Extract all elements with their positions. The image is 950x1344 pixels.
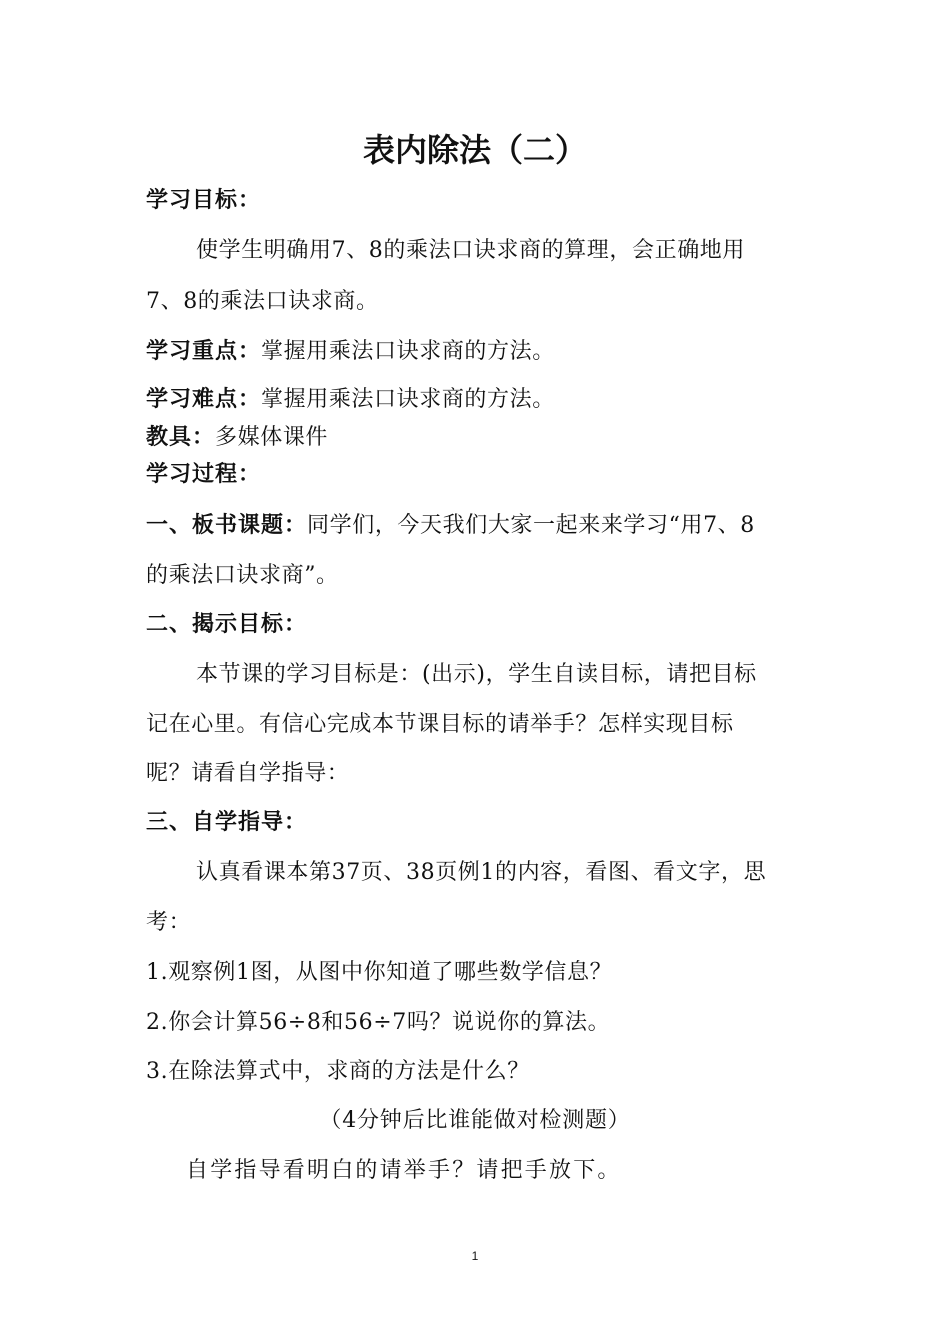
section2-text-line-3: 呢？请看自学指导： <box>146 761 350 786</box>
page-number: 1 <box>471 1249 479 1263</box>
section2-text-line-1: 本节课的学习目标是：(出示)，学生自读目标，请把目标 <box>196 662 757 687</box>
key-point-label: 学习重点： <box>146 339 262 364</box>
process-heading: 学习过程： <box>146 462 262 487</box>
timing-note: （4分钟后比谁能做对检测题） <box>319 1108 631 1133</box>
section1-text-line-2: 的乘法口诀求商”。 <box>146 563 339 588</box>
teaching-aids-text: 多媒体课件 <box>215 425 329 450</box>
list-item: 2.你会计算56÷8和56÷7吗？说说你的算法。 <box>146 1010 611 1035</box>
list-item: 1.观察例1图，从图中你知道了哪些数学信息？ <box>146 960 613 985</box>
section2-text-line-2: 记在心里。有信心完成本节课目标的请举手？怎样实现目标 <box>146 712 734 737</box>
teaching-aids-label: 教具： <box>146 425 216 450</box>
difficulty-label: 学习难点： <box>146 387 262 412</box>
section1-row <box>146 511 755 541</box>
closing-text: 自学指导看明白的请举手？请把手放下。 <box>186 1158 622 1183</box>
teaching-aids-row <box>146 423 328 453</box>
section3-text-line-1: 认真看课本第37页、38页例1的内容，看图、看文字，思 <box>196 860 767 885</box>
list-item: 3.在除法算式中，求商的方法是什么？ <box>146 1059 530 1084</box>
section1-text-line-1: 同学们，今天我们大家一起来来学习“用7、8 <box>307 513 755 538</box>
section3-text-line-2: 考： <box>146 910 192 935</box>
objectives-heading: 学习目标： <box>146 188 262 213</box>
section3-heading: 三、自学指导： <box>146 810 308 835</box>
section1-label: 一、板书课题： <box>146 513 308 538</box>
page-title: 表内除法（二） <box>362 131 587 169</box>
key-point-row <box>146 337 555 367</box>
key-point-text: 掌握用乘法口诀求商的方法。 <box>261 339 555 364</box>
difficulty-text: 掌握用乘法口诀求商的方法。 <box>261 387 555 412</box>
objectives-text-line-1: 使学生明确用7、8的乘法口诀求商的算理，会正确地用 <box>196 238 745 263</box>
difficulty-row <box>146 385 555 415</box>
section2-heading: 二、揭示目标： <box>146 612 308 637</box>
objectives-text-line-2: 7、8的乘法口诀求商。 <box>146 289 379 314</box>
